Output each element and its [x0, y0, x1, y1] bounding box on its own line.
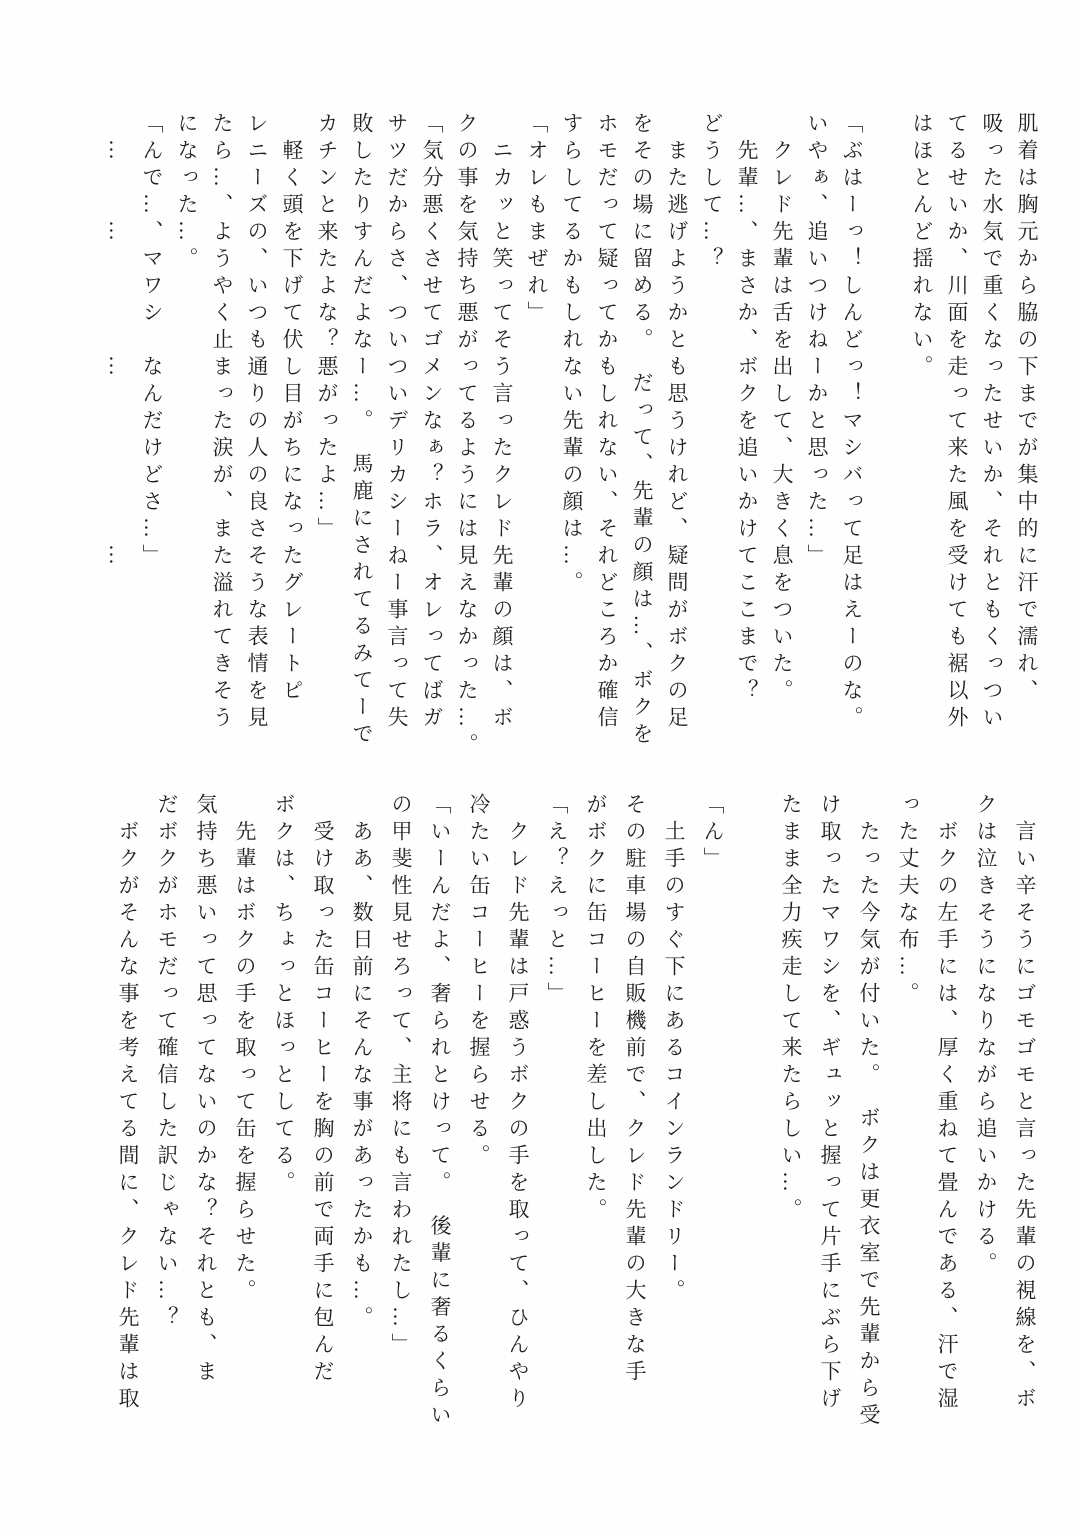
text-line: の甲斐性見せろって、主将にも言われたし…」 — [389, 793, 413, 1360]
text-line: 気持ち悪いって思ってないのかな？それとも、ま — [194, 793, 218, 1387]
text-line: … … … … — [105, 112, 129, 571]
text-line: ああ、数日前にそんな事があったかも…。 — [350, 793, 374, 1333]
text-line: 「オレもまぜれ」 — [525, 112, 549, 328]
text-line: てるせいか、川面を走って来た風を受けても裾以外 — [945, 112, 969, 733]
blank-line — [732, 793, 771, 1458]
text-line: どうして…？ — [700, 112, 724, 274]
text-line: いやぁ、追いつけねーかと思った…」 — [805, 112, 829, 571]
text-line: 「ぶはーっ！しんどっ！マシバって足はえーのな。 — [840, 112, 864, 733]
text-line: 敗したりすんだよなー…。 馬鹿にされてるみてーで — [350, 112, 374, 750]
text-line: クレド先輩は舌を出して、大きく息をついた。 — [770, 112, 794, 706]
text-line: ボクがそんな事を考えてる間に、クレド先輩は取 — [116, 793, 140, 1414]
text-line: 言い辛そうにゴモゴモと言った先輩の視線を、ボ — [1013, 793, 1037, 1414]
text-line: け取ったマワシを、ギュッと握って片手にぶら下げ — [818, 793, 842, 1414]
text-line: クの事を気持ち悪がってるようには見えなかった…。 — [455, 112, 479, 760]
text-line: はほとんど揺れない。 — [910, 112, 934, 382]
text-line: たまま全力疾走して来たらしい…。 — [779, 793, 803, 1225]
text-line: 「え？えっと…」 — [545, 793, 569, 1009]
text-line: 「気分悪くさせてゴメンなぁ？ホラ、オレってばガ — [420, 112, 444, 733]
text-line: 土手のすぐ下にあるコインランドリー。 — [662, 793, 686, 1306]
text-line: レニーズの、いつも通りの人の良さそうな表情を見 — [245, 112, 269, 733]
text-line: 先輩はボクの手を取って缶を握らせた。 — [233, 793, 257, 1306]
text-line: 「んで…、マワシ なんだけどさ…」 — [140, 112, 164, 571]
top-text-block — [99, 112, 1044, 760]
text-line: をその場に留める。 だって、先輩の顔は…、ボクを — [630, 112, 654, 750]
text-line: 吸った水気で重くなったせいか、それともくっつい — [980, 112, 1004, 733]
text-line: がボクに缶コーヒーを差し出した。 — [584, 793, 608, 1225]
text-line: だボクがホモだって確信した訳じゃない…？ — [155, 793, 179, 1333]
text-line: その駐車場の自販機前で、クレド先輩の大きな手 — [623, 793, 647, 1387]
blank-line — [869, 112, 904, 740]
text-line: ホモだって疑ってかもしれない、それどころか確信 — [595, 112, 619, 733]
text-line: になった…。 — [175, 112, 199, 274]
text-line: 受け取った缶コーヒーを胸の前で両手に包んだ — [311, 793, 335, 1387]
text-line: 「いーんだよ、奢られとけって。 後輩に奢るくらい — [428, 793, 452, 1431]
text-line: 先輩…、まさか、ボクを追いかけてここまで？ — [735, 112, 759, 706]
text-line: った丈夫な布…。 — [896, 793, 920, 1009]
text-line: クは泣きそうになりながら追いかける。 — [974, 793, 998, 1279]
bottom-text-block — [108, 793, 1044, 1458]
text-line: 冷たい缶コーヒーを握らせる。 — [467, 793, 491, 1171]
text-line: また逃げようかとも思うけれど、疑問がボクの足 — [665, 112, 689, 733]
text-line: ニカッと笑ってそう言ったクレド先輩の顔は、ボ — [490, 112, 514, 733]
text-line: たら…、ようやく止まった涙が、また溢れてきそう — [210, 112, 234, 733]
text-line: サツだからさ、ついついデリカシーねー事言って失 — [385, 112, 409, 733]
text-line: 軽く頭を下げて伏し目がちになったグレートピ — [280, 112, 304, 706]
text-line: 「ん」 — [701, 793, 725, 874]
text-line: たった今気が付いた。 ボクは更衣室で先輩から受 — [857, 793, 881, 1431]
text-line: カチンと来たよな？悪がったよ…」 — [315, 112, 339, 544]
text-line: 肌着は胸元から脇の下までが集中的に汗で濡れ、 — [1015, 112, 1039, 706]
text-line: ボクは、ちょっとほっとしてる。 — [272, 793, 296, 1198]
text-line: クレド先輩は戸惑うボクの手を取って、ひんやり — [506, 793, 530, 1414]
text-line: ボクの左手には、厚く重ねて畳んである、汗で湿 — [935, 793, 959, 1414]
text-line: すらしてるかもしれない先輩の顔は…。 — [560, 112, 584, 598]
